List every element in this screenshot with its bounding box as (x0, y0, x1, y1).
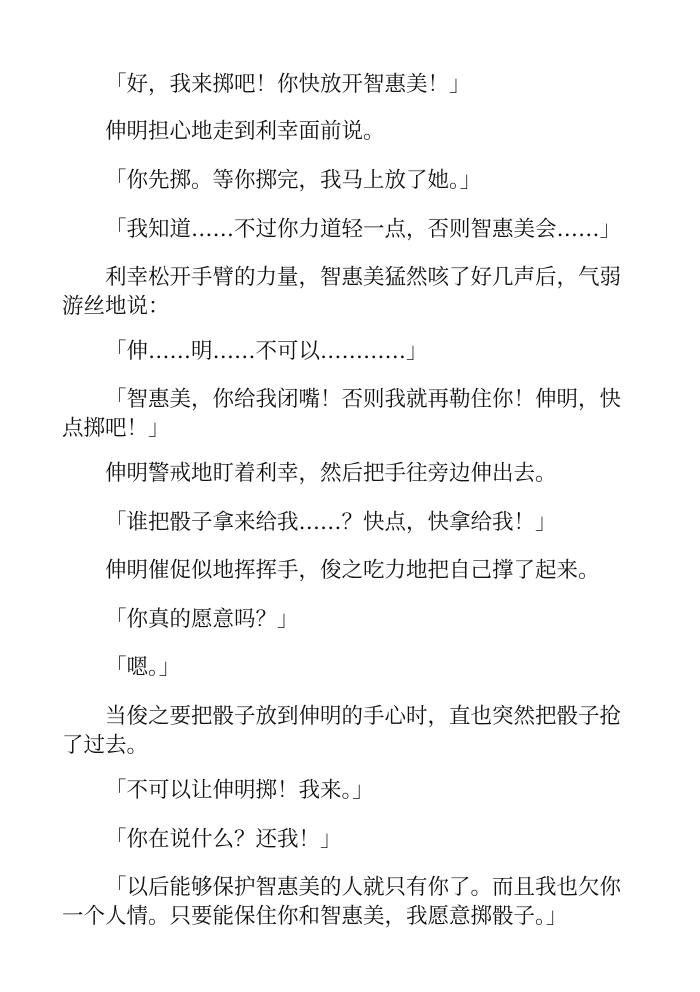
paragraph-3: 「你先掷。等你掷完，我马上放了她。」 (105, 168, 482, 193)
paragraph-14: 「不可以让伸明掷！我来。」 (105, 778, 374, 803)
paragraph-8: 伸明警戒地盯着利幸，然后把手往旁边伸出去。 (105, 461, 557, 486)
paragraph-16: 「以后能够保护智惠美的人就只有你了。而且我也欠你一个人情。只要能保住你和智惠美，我愿意掷骰子。」 (62, 875, 622, 929)
paragraph-5: 利幸松开手臂的力量，智惠美猛然咳了好几声后，气弱游丝地说： (62, 265, 622, 319)
paragraph-12: 「嗯。」 (105, 655, 181, 680)
paragraph-11: 「你真的愿意吗？」 (105, 607, 299, 632)
paragraph-1: 「好，我来掷吧！你快放开智惠美！」 (105, 72, 471, 97)
paragraph-4: 「我知道……不过你力道轻一点，否则智惠美会……」 (105, 217, 622, 242)
paragraph-15: 「你在说什么？还我！」 (105, 827, 342, 852)
paragraph-10: 伸明催促似地挥挥手，俊之吃力地把自己撑了起来。 (105, 558, 600, 583)
paragraph-6: 「伸……明……不可以…………」 (105, 339, 428, 364)
paragraph-7: 「智惠美，你给我闭嘴！否则我就再勒住你！伸明，快点掷吧！」 (62, 387, 622, 441)
paragraph-9: 「谁把骰子拿来给我……？快点，快拿给我！」 (105, 510, 557, 535)
paragraph-13: 当俊之要把骰子放到伸明的手心时，直也突然把骰子抢了过去。 (62, 704, 622, 758)
paragraph-2: 伸明担心地走到利幸面前说。 (105, 119, 385, 144)
